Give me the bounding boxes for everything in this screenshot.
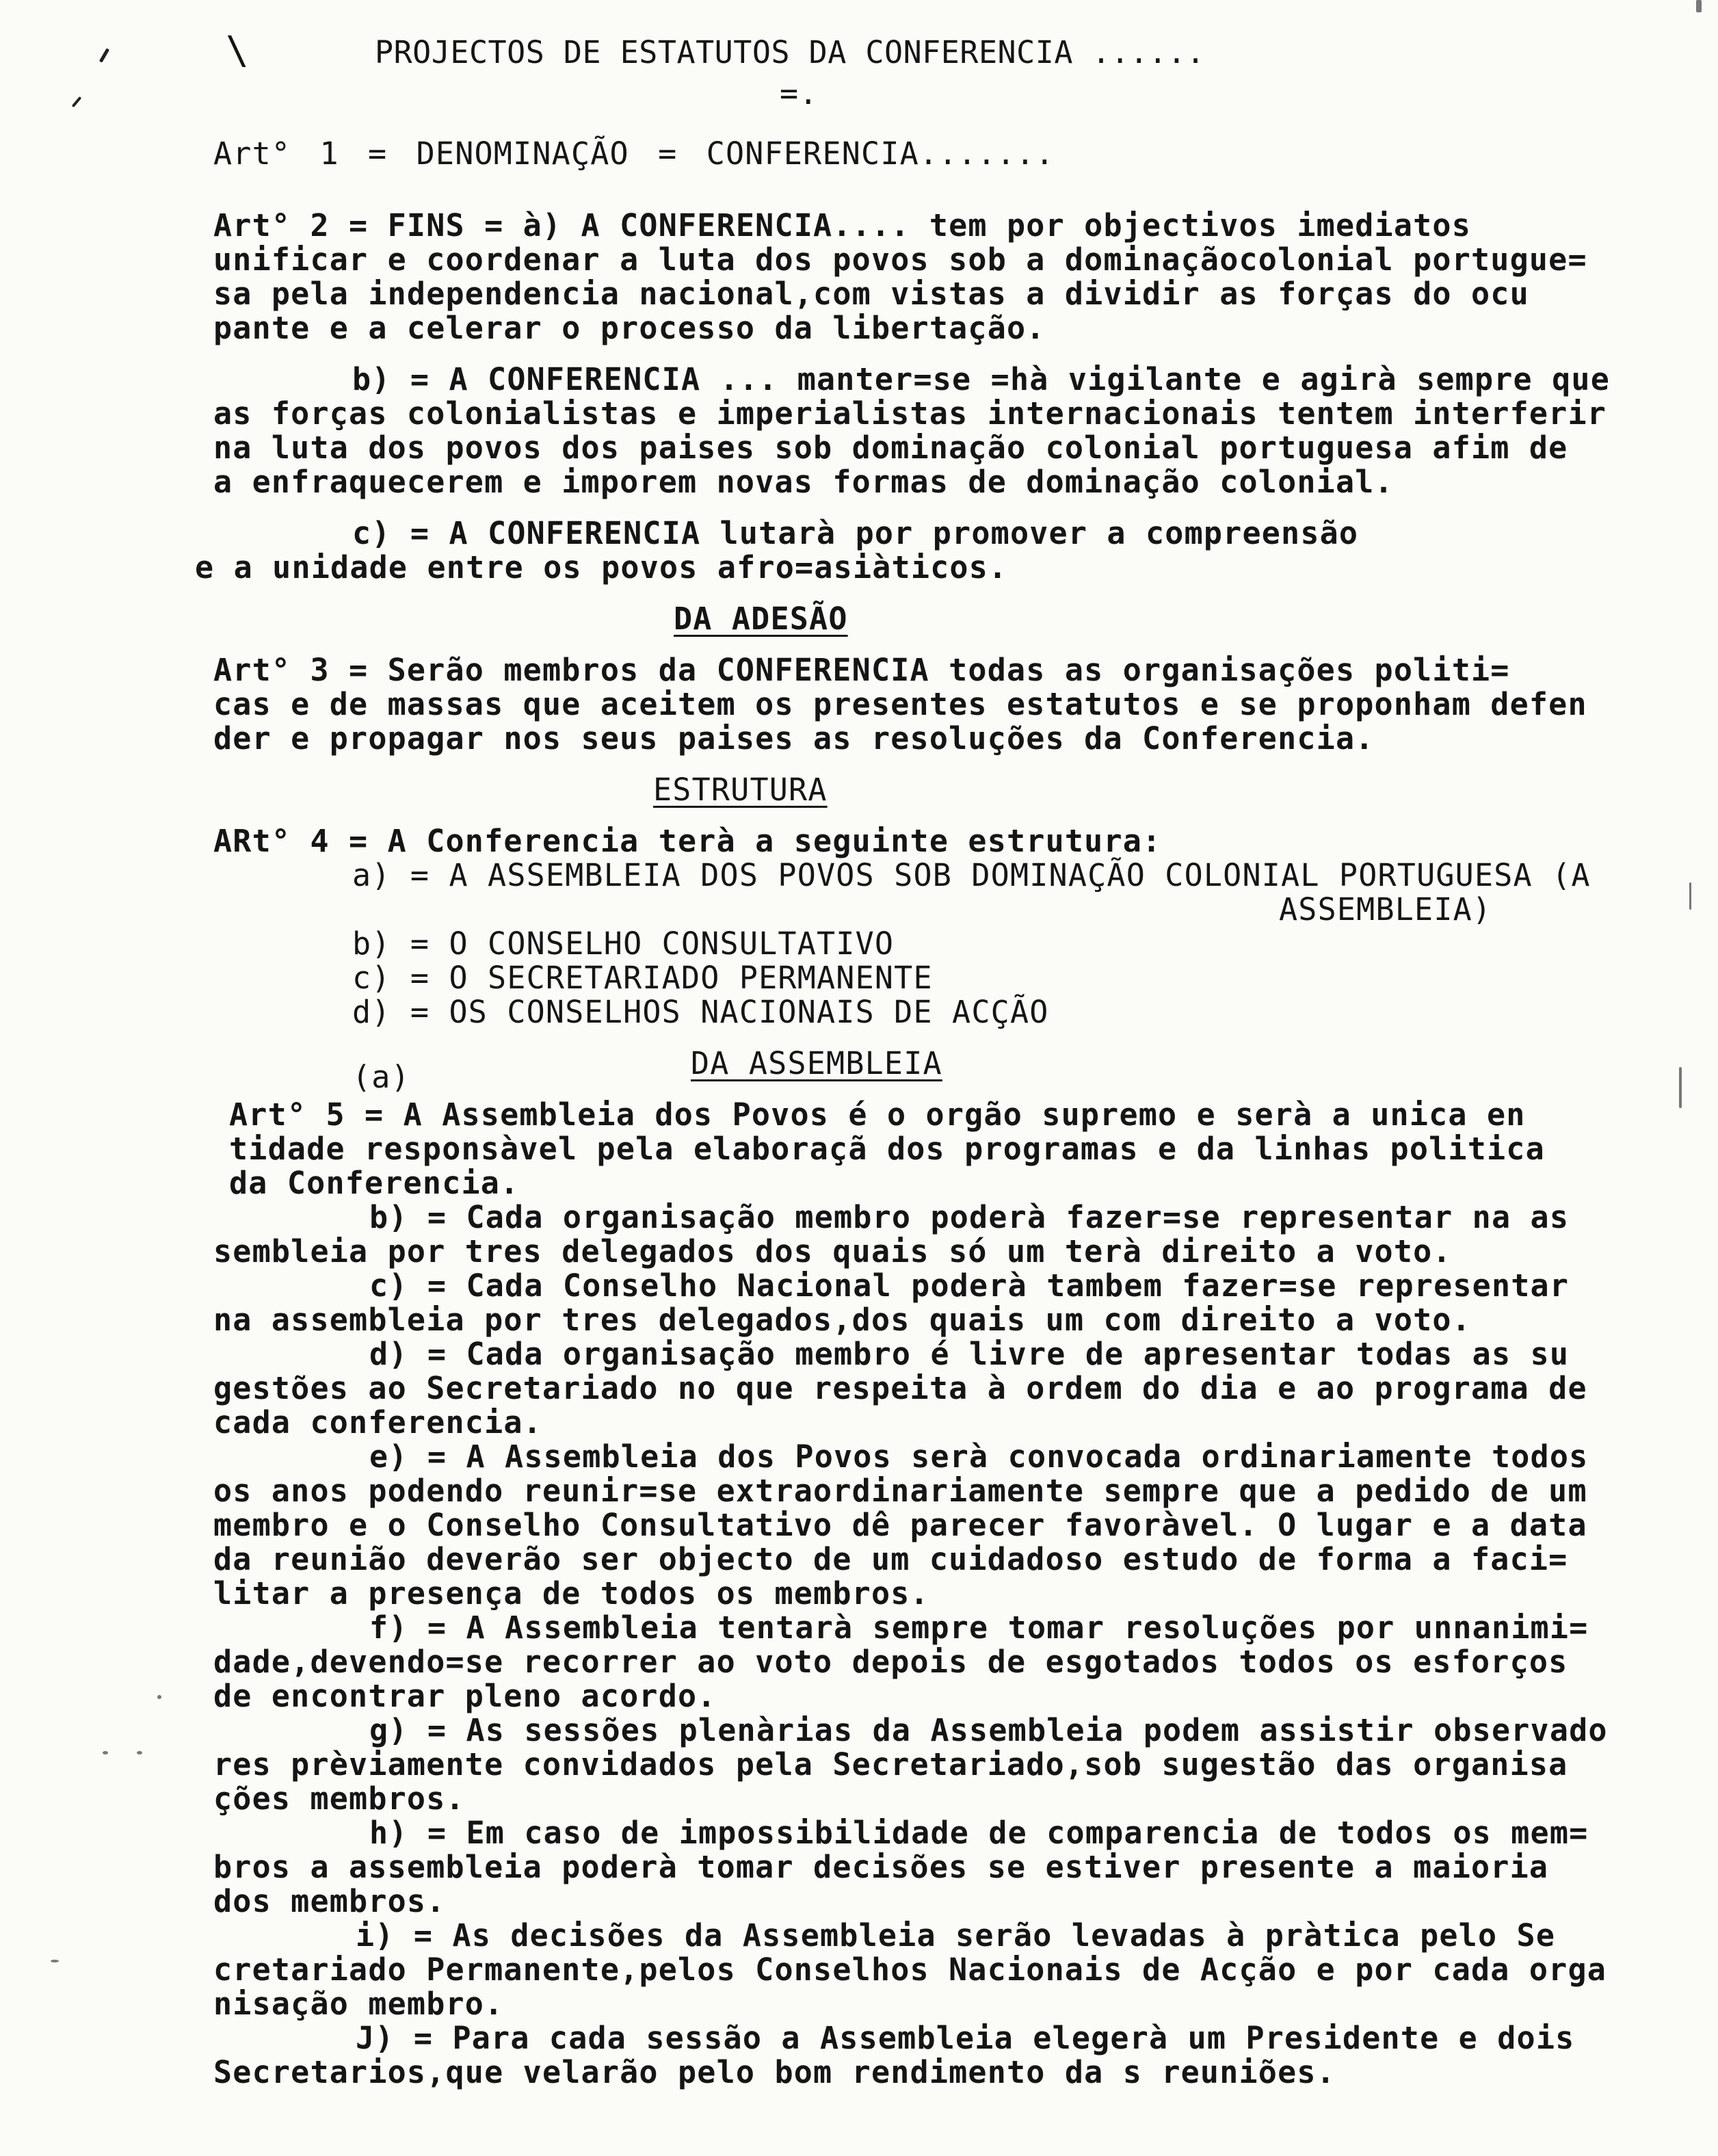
margin-stroke [99,48,109,63]
article-5e-line-2: os anos podendo reunir=se extraordinariamente sempre que a pedido de um [213,1473,1587,1509]
article-5-line-3: da Conferencia. [229,1165,520,1201]
article-5i-line-1: i) = As decisões da Assembleia serão levadas à pràtica pelo Se [356,1917,1556,1954]
article-3-line-2: cas e de massas que aceitem os presentes estatutos e se proponham defen [213,686,1587,722]
article-5d-line-3: cada conferencia. [213,1404,542,1441]
article-4d: d) = OS CONSELHOS NACIONAIS DE ACÇÃO [352,994,1049,1030]
article-4-line-1: ARt° 4 = A Conferencia terà a seguinte estrutura: [213,823,1162,859]
scan-speck [1696,0,1702,12]
article-5f-line-2: dade,devendo=se recorrer ao voto depois de esgotados todos os esforços [213,1644,1568,1680]
article-2b-line-2: as forças colonialistas e imperialistas internacionais tentem interferir [213,395,1607,432]
scan-speck [137,1751,142,1754]
article-2c-line-2: e a unidade entre os povos afro=asiàticos. [195,549,1008,586]
article-4a-line-1: a) = A ASSEMBLEIA DOS POVOS SOB DOMINAÇÃO COLONIAL PORTUGUESA (A [352,857,1591,893]
article-5c-line-1: c) = Cada Conselho Nacional poderà tambem fazer=se representar [369,1267,1570,1304]
scan-speck [1689,882,1691,910]
scan-speck [103,1751,108,1754]
article-5e-line-5: litar a presença de todos os membros. [213,1575,929,1612]
margin-stroke [72,96,82,107]
article-5i-line-2: cretariado Permanente,pelos Conselhos Nacionais de Acção e por cada orga [213,1951,1607,1988]
scan-speck [51,1960,59,1962]
title-rule: =. [780,75,819,111]
article-2-line-4: pante e a celerar o processo da libertação. [213,310,1046,346]
article-3-line-1: Art° 3 = Serão membros da CONFERENCIA todas as organisações politi= [213,652,1510,688]
article-4b: b) = O CONSELHO CONSULTATIVO [352,925,895,962]
article-2-line-2: unificar e coordenar a luta dos povos sob a dominaçãocolonial portugue= [213,241,1587,278]
article-2-line-1: Art° 2 = FINS = à) A CONFERENCIA.... tem por objectivos imediatos [213,207,1471,244]
article-5e-line-1: e) = A Assembleia dos Povos serà convocada ordinariamente todos [369,1438,1589,1475]
article-5f-line-3: de encontrar pleno acordo. [213,1678,717,1714]
article-5g-line-3: ções membros. [213,1780,465,1817]
article-3-line-3: der e propagar nos seus paises as resoluções da Conferencia. [213,720,1375,757]
article-2-line-3: sa pela independencia nacional,com vistas a dividir as forças do ocu [213,276,1529,312]
heading-estrutura: ESTRUTURA [653,772,828,808]
article-2b-line-4: a enfraquecerem e imporem novas formas de dominação colonial. [213,464,1394,500]
article-5h-line-2: bros a assembleia poderà tomar decisões se estiver presente a maioria [213,1849,1549,1885]
scan-speck [1679,1067,1682,1108]
article-5-label: (a) [352,1059,410,1095]
margin-mark: \ [226,29,250,73]
article-4c: c) = O SECRETARIADO PERMANENTE [352,960,933,996]
article-5b-line-2: sembleia por tres delegados dos quais só um terà direito a voto. [213,1233,1452,1270]
article-5h-line-1: h) = Em caso de impossibilidade de comparencia de todos os mem= [369,1815,1589,1851]
article-5g-line-1: g) = As sessões plenàrias da Assembleia podem assistir observado [369,1712,1608,1748]
heading-assembleia: DA ASSEMBLEIA [691,1045,942,1081]
article-4a-line-2: ASSEMBLEIA) [1279,891,1492,928]
article-1: Art° 1 = DENOMINAÇÃO = CONFERENCIA....... [213,135,1055,172]
article-5e-line-4: da reunião deverão ser objecto de um cuidadoso estudo de forma a faci= [213,1541,1568,1577]
article-5g-line-2: res prèviamente convidados pela Secretariado,sob sugestão das organisa [213,1746,1568,1783]
scan-speck [157,1695,161,1699]
page-title: PROJECTOS DE ESTATUTOS DA CONFERENCIA ...... [375,34,1206,70]
article-5i-line-3: nisação membro. [213,1986,504,2022]
article-5h-line-3: dos membros. [213,1883,446,1919]
article-5c-line-2: na assembleia por tres delegados,dos quais um com direito a voto. [213,1302,1471,1338]
article-5d-line-1: d) = Cada organisação membro é livre de apresentar todas as su [369,1336,1570,1372]
article-5j-line-2: Secretarios,que velarão pelo bom rendimento da s reuniões. [213,2054,1336,2090]
article-5-line-2: tidade responsàvel pela elaboraçã dos programas e da linhas politica [229,1131,1545,1167]
article-2b-line-3: na luta dos povos dos paises sob dominação colonial portuguesa afim de [213,430,1568,466]
article-5e-line-3: membro e o Conselho Consultativo dê parecer favoràvel. O lugar e a data [213,1507,1587,1543]
article-5d-line-2: gestões ao Secretariado no que respeita à ordem do dia e ao programa de [213,1370,1587,1406]
article-5-line-1: Art° 5 = A Assembleia dos Povos é o orgão supremo e serà a unica en [229,1096,1526,1133]
article-5j-line-1: J) = Para cada sessão a Assembleia elegerà um Presidente e dois [356,2020,1575,2056]
heading-adesao: DA ADESÃO [674,601,848,637]
article-2c-line-1: c) = A CONFERENCIA lutarà por promover a compreensão [352,515,1359,551]
article-2b-line-1: b) = A CONFERENCIA ... manter=se =hà vigilante e agirà sempre que [352,361,1610,397]
article-5b-line-1: b) = Cada organisação membro poderà fazer=se representar na as [369,1199,1570,1235]
article-5f-line-1: f) = A Assembleia tentarà sempre tomar resoluções por unnanimi= [369,1609,1589,1646]
